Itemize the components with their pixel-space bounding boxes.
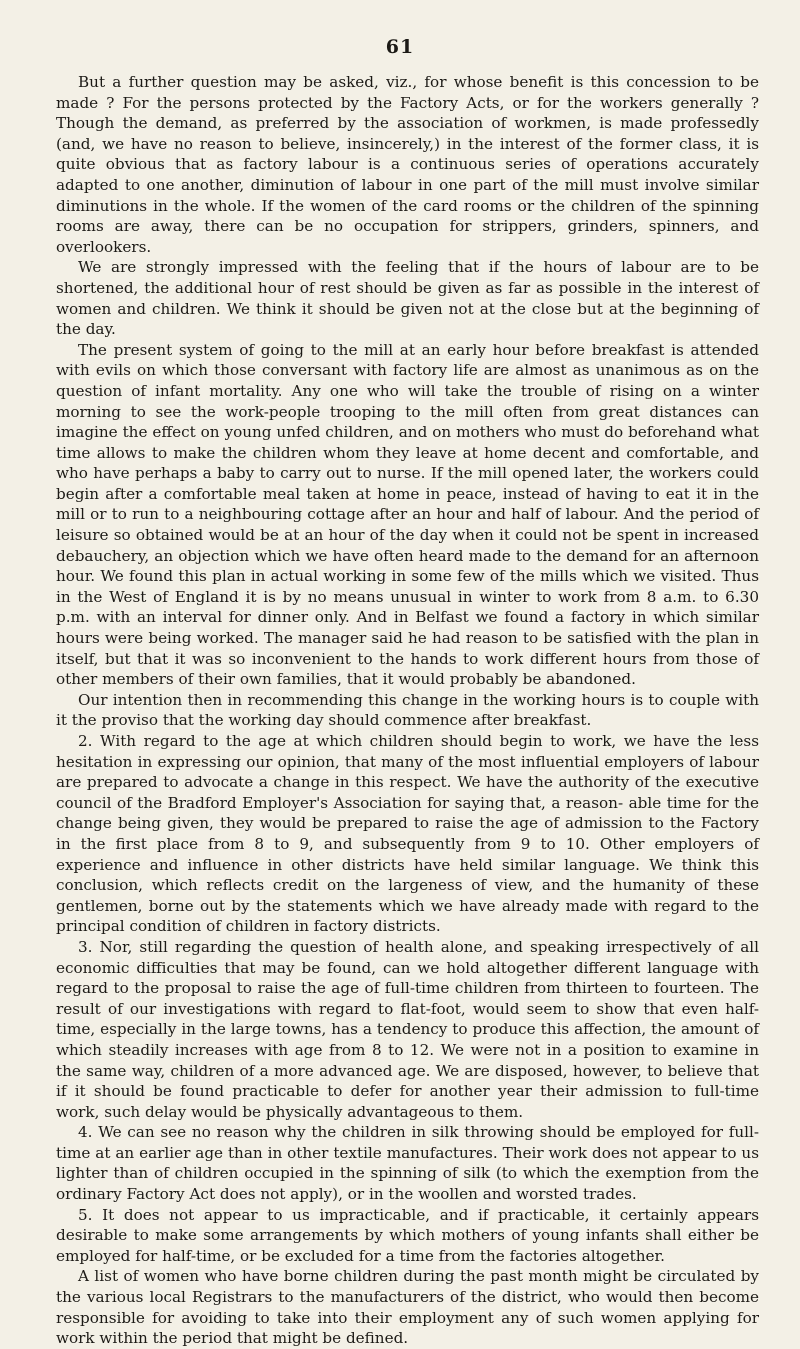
paragraph-silk-throwing: 4. We can see no reason why the children in silk throwing should be employed for full- time at an earlier age than in other textile manufactures. Their work does not appear to us lighter than of children occupied in the spinning of silk (to which the exemption from the ordinary Factory Act does not apply), or in the woollen and worsted trades. xyxy=(56,1123,759,1204)
paragraph-present-system: The present system of going to the mill at an early hour before breakfast is attended with evils on which those conversant with factory life are almost as unanimous as on the question of infant mortality. Any one who will take the trouble of rising on a winter morning to see the work-people trooping to the mill often from great distances can imagine the effect on young unfed children, and on mothers who must do beforehand what time allows to make the children whom they leave at home decent and comfortable, and who have perhaps a baby to carry out to nurse. If the mill opened later, the workers could begin after a comfortable meal taken at home in peace, instead of having to eat it in the mill or to run to a neighbouring cottage after an hour and half of labour. And the period of leisure so obtained would be at an hour of the day when it could not be spent in increased debauchery, an objection which we have often heard made to the demand for an afternoon hour. We found this plan in actual working in some few of the mills which we visited. Thus in the West of England it is by no means unusual in winter to work from 8 a.m. to 6.30 p.m. with an interval for dinner only. And in Belfast we found a factory in which similar hours were being worked. The manager said he had reason to be satisfied with the plan in itself, but that it was so inconvenient to the hands to work different hours from those of other members of their own families, that it would probably be abandoned. xyxy=(56,340,759,689)
paragraph-hours-shortened: We are strongly impressed with the feeling that if the hours of labour are to be shortened, the additional hour of rest should be given as far as possible in the interest of women and children. We think it should be given not at the close but at the beginning of the day. xyxy=(56,258,759,339)
paragraph-age-children: 2. With regard to the age at which children should begin to work, we have the less hesitation in expressing our opinion, that many of the most influential employers of labour are prepared to advocate a change in this respect. We have the authority of the executive council of the Bradford Employer's Association for saying that, a reason- able time for the change being given, they would be prepared to raise the age of admission to the Factory in the first place from 8 to 9, and subsequently from 9 to 10. Other employers of experience and influence in other districts have held similar language. We think this conclusion, which reflects credit on the largeness of view, and the humanity of these gentlemen, borne out by the statements which we have already made with regard to the principal condition of children in factory districts. xyxy=(56,732,759,936)
page-number: 61 xyxy=(385,36,415,58)
paragraph-whose-benefit: But a further question may be asked, viz., for whose benefit is this concession to be made ? For the persons protected by the Factory Acts, or for the workers generally ? Though the demand, as preferred by the association of workmen, is made professedly (and, we have no reason to believe, insincerely,) in the interest of the former class, it is quite obvious that as factory labour is a continuous series of operations accurately adapted to one another, diminution of labour in one part of the mill must involve similar diminutions in the whole. If the women of the card rooms or the children of the spinning rooms are away, there can be no occupation for strippers, grinders, spinners, and overlookers. xyxy=(56,73,759,256)
body-text xyxy=(56,72,759,1349)
paragraph-registrars-list: A list of women who have borne children during the past month might be circulated by the various local Registrars to the manufacturers of the district, who would then become responsible for avoiding to take into their employment any of such women applying for work within the period that might be defined. xyxy=(56,1267,759,1348)
paragraph-full-time-age: 3. Nor, still regarding the question of health alone, and speaking irrespectively of all economic difficulties that may be found, can we hold altogether different language with regard to the proposal to raise the age of full-time children from thirteen to fourteen. The result of our investigations with regard to flat-foot, would seem to show that even half-time, especially in the large towns, has a tendency to produce this affection, the amount of which steadily increases with age from 8 to 12. We were not in a position to examine in the same way, children of a more advanced age. We are disposed, however, to believe that if it should be found practicable to defer for another year their admission to full-time work, such delay would be physically advantageous to them. xyxy=(56,937,759,1121)
paragraph-intention: Our intention then in recommending this change in the working hours is to couple with it the proviso that the working day should commence after breakfast. xyxy=(56,690,759,730)
paragraph-mothers: 5. It does not appear to us impracticable, and if practicable, it certainly appears desirable to make some arrangements by which mothers of young infants shall either be employed for half-time, or be excluded for a time from the factories altogether. xyxy=(56,1205,759,1265)
